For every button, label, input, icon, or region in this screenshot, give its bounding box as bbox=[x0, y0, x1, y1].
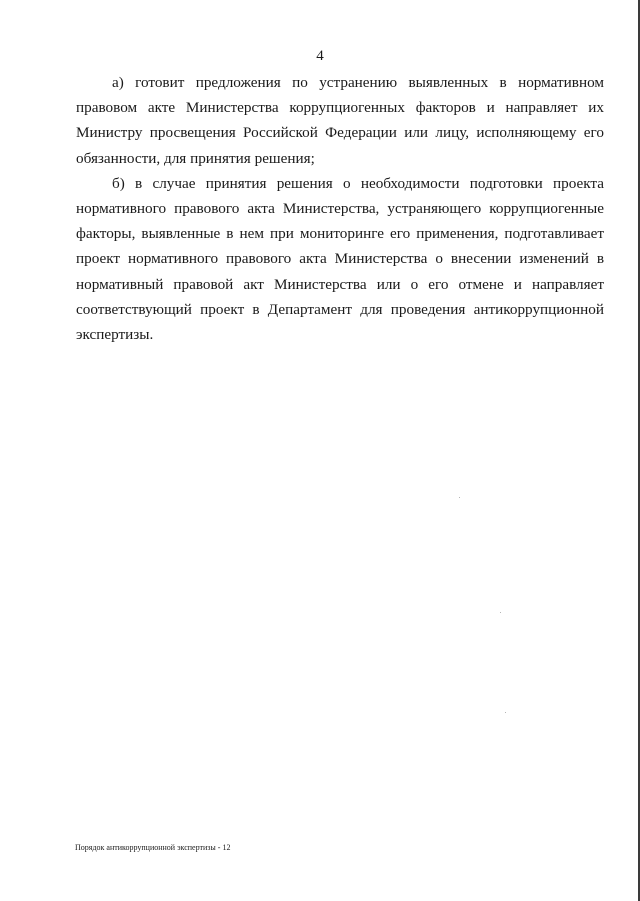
document-body bbox=[76, 70, 604, 347]
paragraph-b: б) в случае принятия решения о необходимости подготовки проекта нормативного правового акта Министерства, устраняющего коррупциогенные факторы, выявленные в нем при мониторинге его применения, подготавливает проект нормативного правового акта Министерства о внесении изменений в нормативный правовой акт Министерства или о его отмене и направляет соответствующий проект в Департамент для проведения антикоррупционной экспертизы. bbox=[76, 174, 604, 344]
footer-label: Порядок антикоррупционной экспертизы - 12 bbox=[75, 843, 231, 852]
paragraph-a: а) готовит предложения по устранению выявленных в нормативном правовом акте Министерства коррупциогенных факторов и направляет их Министру просвещения Российской Федерации или лицу, исполняющему его обязанности, для принятия решения; bbox=[76, 74, 604, 167]
scan-speck bbox=[505, 712, 506, 713]
scan-speck bbox=[459, 497, 460, 498]
page-number: 4 bbox=[316, 48, 324, 64]
scan-speck bbox=[500, 612, 501, 613]
